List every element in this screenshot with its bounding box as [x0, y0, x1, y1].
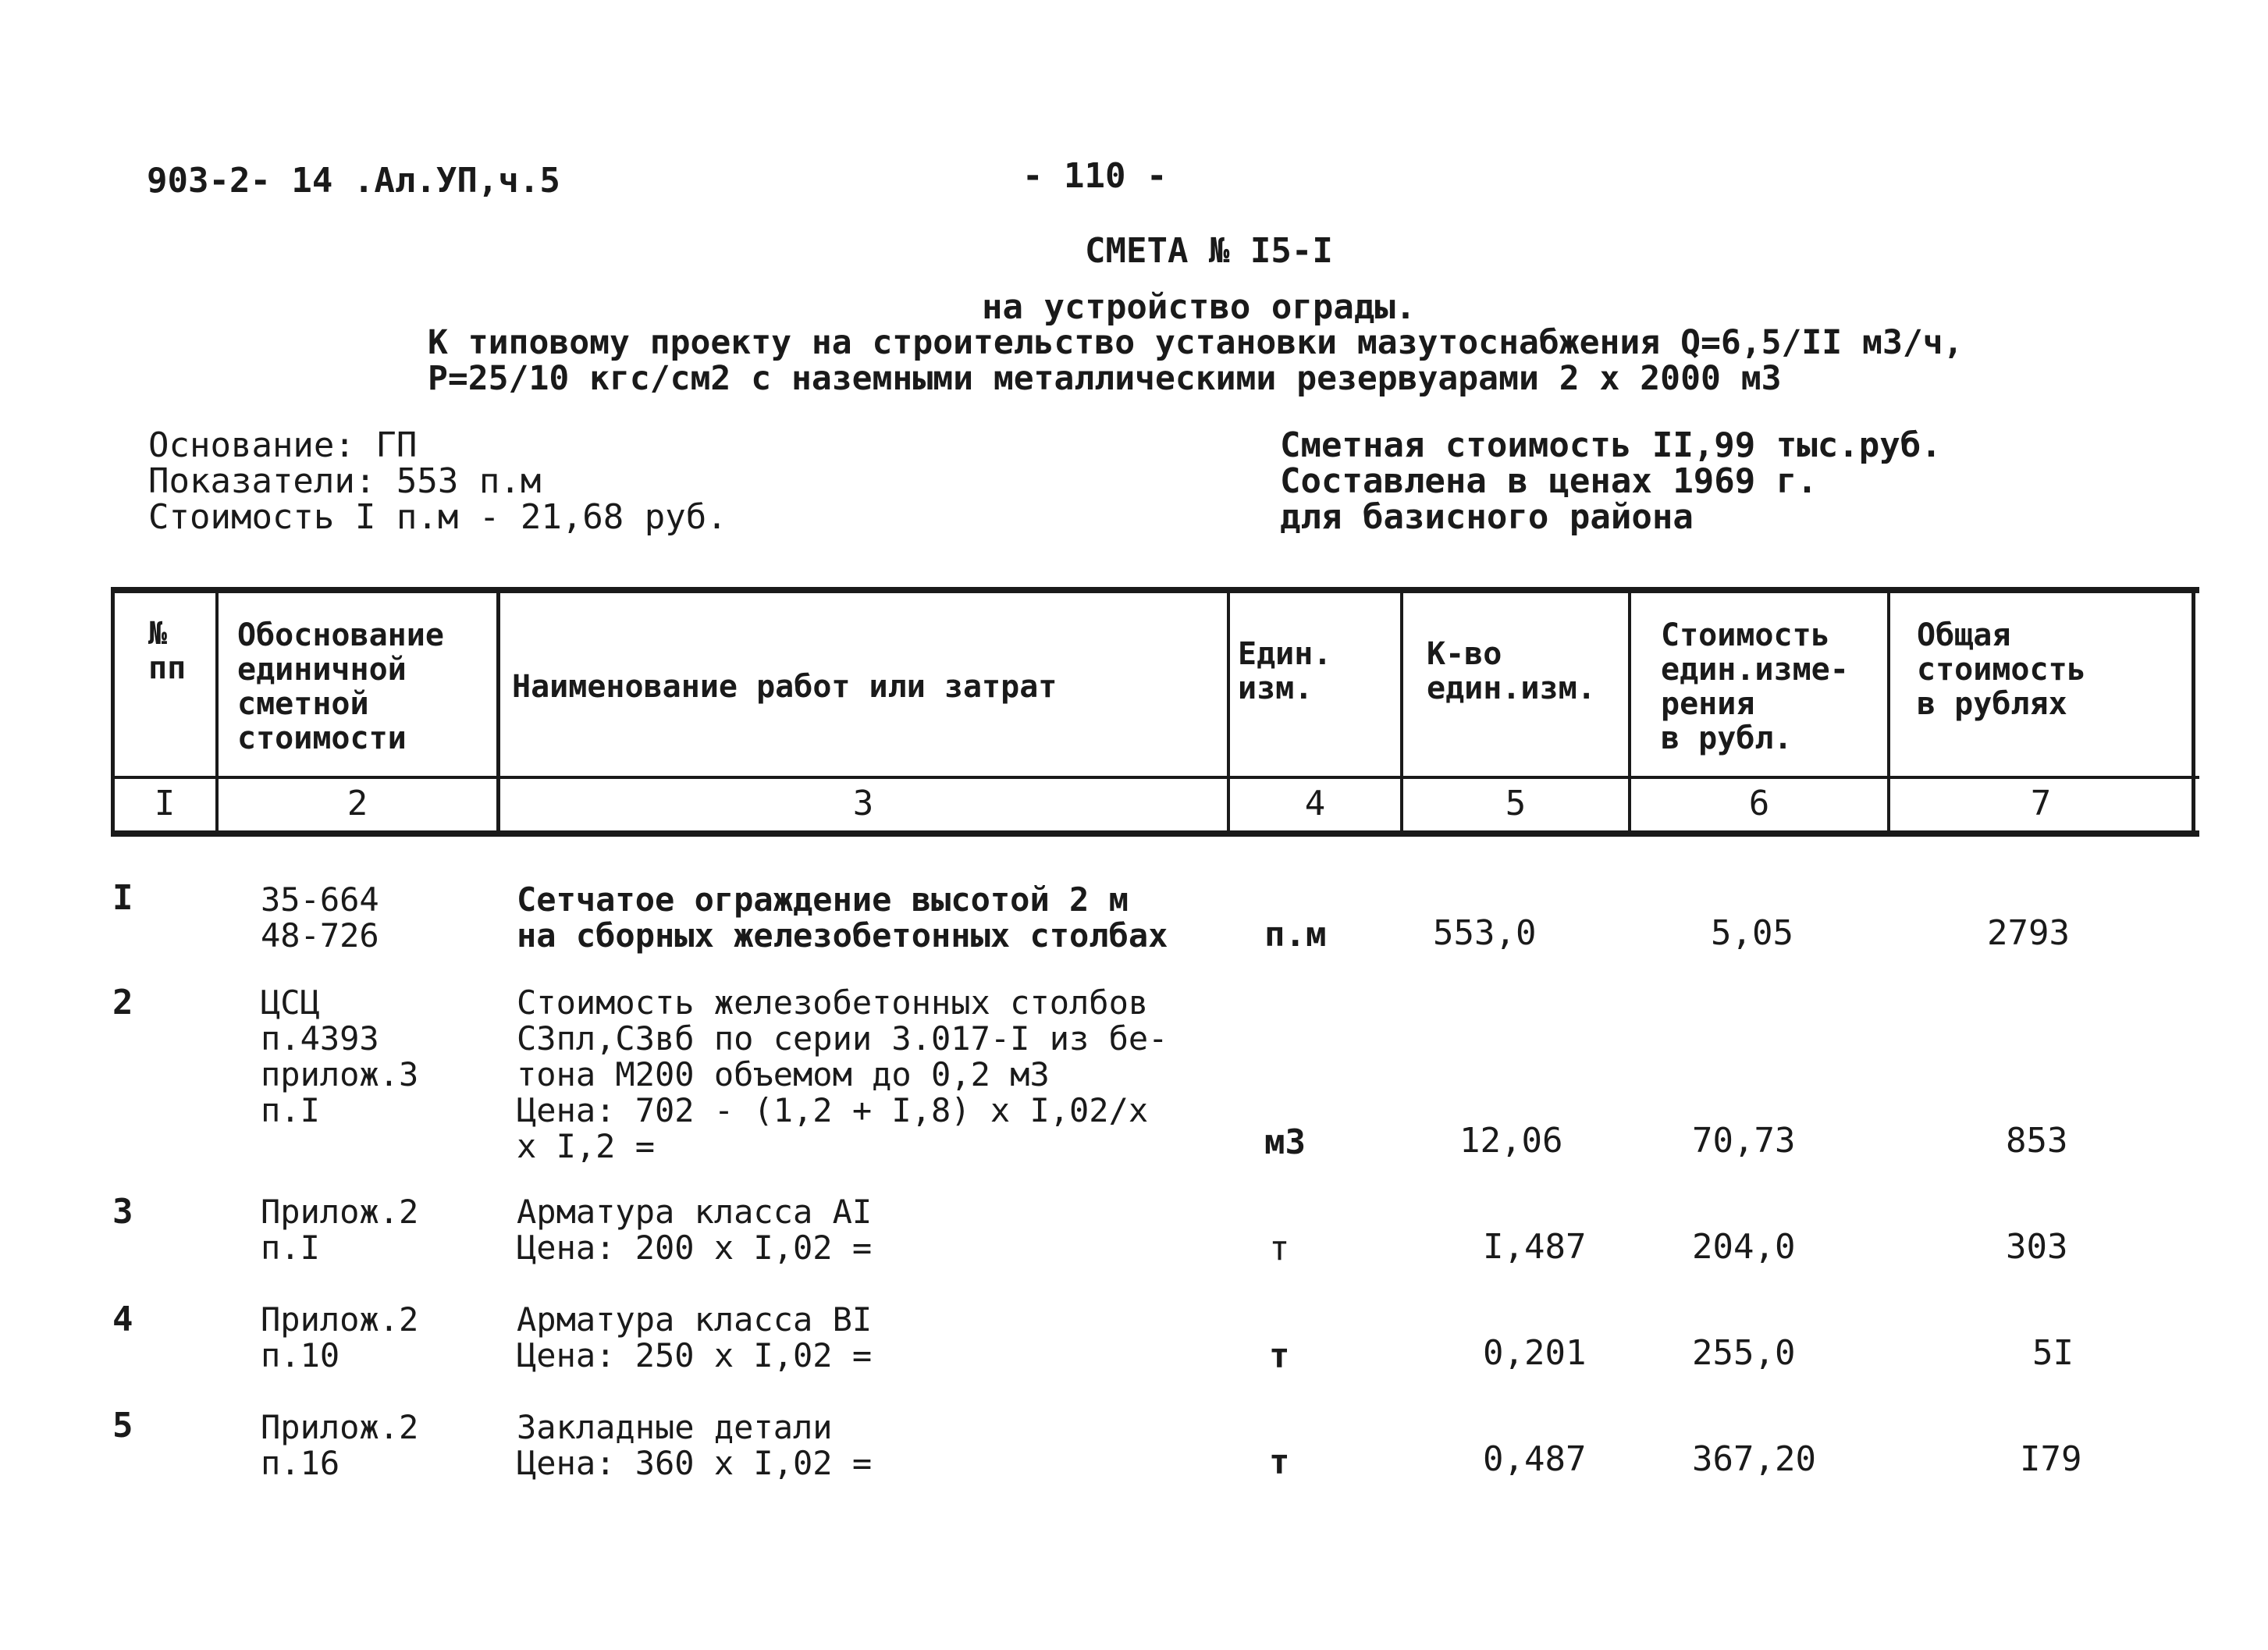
header-quantity: К-во един.изм.: [1427, 636, 1596, 706]
row-number: 5: [112, 1406, 133, 1446]
row-quantity: 0,201: [1483, 1333, 1587, 1373]
header-unit: Един. изм.: [1238, 636, 1332, 706]
row-quantity: I,487: [1483, 1227, 1587, 1267]
row-total: 303: [2006, 1227, 2068, 1267]
row-work-name: Арматура класса AI Цена: 200 x I,02 =: [517, 1193, 873, 1267]
estimate-title: СМЕТА № I5-I: [1085, 231, 1333, 271]
row-basis: 35-664 48-726: [261, 880, 379, 955]
header-unit-price: Стоимость един.изме- рения в рубл.: [1661, 617, 1849, 756]
row-unit-price: 70,73: [1692, 1121, 1796, 1161]
col-number-7: 7: [2030, 784, 2052, 823]
page-number: - 110 -: [1022, 156, 1168, 196]
row-total: 5I: [2032, 1333, 2074, 1373]
row-unit-price: 204,0: [1692, 1227, 1796, 1267]
header-row-number: № пп: [148, 616, 187, 686]
header-work-name: Наименование работ или затрат: [512, 669, 1058, 705]
prices-year-text: Составлена в ценах 1969 г.: [1280, 461, 1818, 501]
col-number-3: 3: [852, 784, 874, 823]
row-unit: т: [1269, 1229, 1290, 1268]
indicators-text: Показатели: 553 п.м: [148, 461, 542, 501]
header-total: Общая стоимость в рублях: [1917, 617, 2086, 722]
row-quantity: 12,06: [1459, 1121, 1563, 1161]
header-basis: Обоснование единичной сметной стоимости: [237, 617, 444, 756]
col-number-6: 6: [1748, 784, 1770, 823]
row-basis: Прилож.2 п.16: [261, 1408, 419, 1482]
row-number: 3: [112, 1192, 133, 1232]
row-total: 2793: [1987, 913, 2070, 953]
row-work-name: Стоимость железобетонных столбов СЗпл,СЗвб по серии 3.017-I из бе- тона М200 объемом до 0,2 м3 Цена: 702 - (1,2 + I,8) x I,02/x x I,2 =: [517, 983, 1168, 1165]
region-text: для базисного района: [1280, 497, 1694, 537]
estimated-cost-text: Сметная стоимость II,99 тыс.руб.: [1280, 425, 1942, 465]
project-description-line-1: К типовому проекту на строительство установки мазутоснабжения Q=6,5/II м3/ч,: [428, 323, 1964, 362]
row-work-name: Сетчатое ограждение высотой 2 м на сборных железобетонных столбах: [517, 880, 1168, 955]
row-unit-price: 5,05: [1711, 913, 1793, 953]
col-number-1: I: [154, 784, 176, 823]
row-unit: т: [1269, 1442, 1290, 1482]
row-unit: м3: [1264, 1122, 1306, 1162]
estimate-subtitle: на устройство ограды.: [982, 287, 1417, 327]
row-basis: Прилож.2 п.10: [261, 1300, 419, 1374]
document-code: 903-2- 14 .Ал.УП,ч.5: [147, 161, 560, 201]
row-basis: ЦСЦ п.4393 прилож.3 п.I: [261, 983, 419, 1129]
project-description-line-2: P=25/10 кгс/см2 с наземными металлическими резервуарами 2 х 2000 м3: [428, 359, 1782, 398]
row-unit-price: 367,20: [1692, 1439, 1816, 1479]
row-quantity: 553,0: [1433, 913, 1537, 953]
col-number-2: 2: [347, 784, 368, 823]
row-quantity: 0,487: [1483, 1439, 1587, 1479]
row-number: 2: [112, 983, 133, 1022]
row-unit: т: [1269, 1336, 1290, 1376]
row-work-name: Арматура класса BI Цена: 250 x I,02 =: [517, 1300, 873, 1374]
row-basis: Прилож.2 п.I: [261, 1193, 419, 1267]
row-unit: п.м: [1264, 915, 1327, 955]
unit-cost-text: Стоимость I п.м - 21,68 руб.: [148, 497, 727, 537]
col-number-5: 5: [1505, 784, 1527, 823]
basis-text: Основание: ГП: [148, 425, 418, 465]
row-number: I: [112, 878, 133, 918]
row-work-name: Закладные детали Цена: 360 x I,02 =: [517, 1408, 873, 1482]
row-total: 853: [2006, 1121, 2068, 1161]
row-unit-price: 255,0: [1692, 1333, 1796, 1373]
col-number-4: 4: [1304, 784, 1326, 823]
row-total: I79: [2020, 1439, 2082, 1479]
row-number: 4: [112, 1300, 133, 1339]
